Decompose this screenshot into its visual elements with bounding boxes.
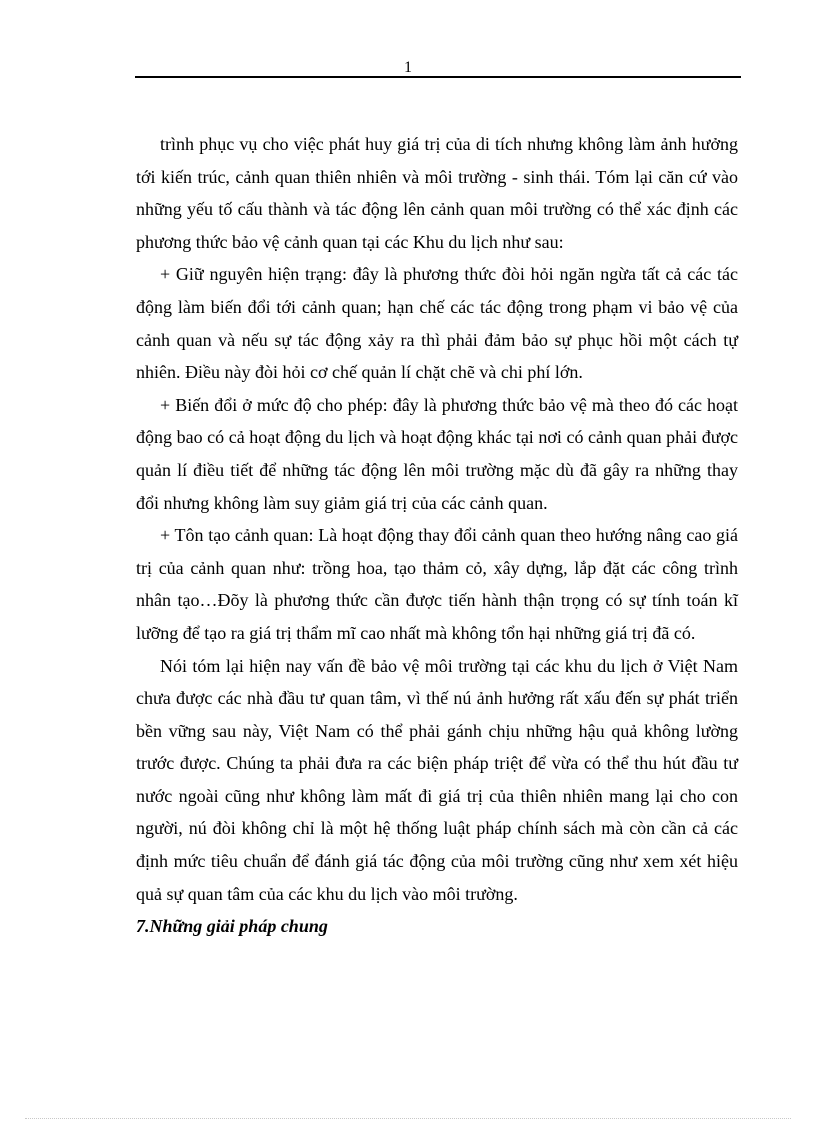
page-number: 1	[404, 59, 412, 76]
paragraph: + Tôn tạo cảnh quan: Là hoạt động thay đổi cảnh quan theo hướng nâng cao giá trị của cảnh quan như: trồng hoa, tạo thảm cỏ, xây dựng, lắp đặt các công trình nhân tạo…Đõy là phương thức cần được tiến hành thận trọng có sự tính toán kĩ lưỡng để tạo ra giá trị thẩm mĩ cao nhất mà không tổn hại những giá trị đã có.	[136, 525, 738, 643]
document-body	[136, 128, 738, 943]
paragraph: + Biến đổi ở mức độ cho phép: đây là phương thức bảo vệ mà theo đó các hoạt động bao có cả hoạt động du lịch và hoạt động khác tại nơi có cảnh quan phải được quản lí điều tiết để những tác động lên môi trường mặc dù đã gây ra những thay đổi nhưng không làm suy giảm giá trị của các cảnh quan.	[136, 394, 738, 513]
paragraph: trình phục vụ cho việc phát huy giá trị của di tích nhưng không làm ảnh hưởng tới kiến trúc, cảnh quan thiên nhiên và môi trường - sinh thái. Tóm lại căn cứ vào những yếu tố cấu thành và tác động lên cảnh quan môi trường có thể xác định các phương thức bảo vệ cảnh quan tại các Khu du lịch như sau:	[136, 134, 738, 252]
paragraph: + Giữ nguyên hiện trạng: đây là phương thức đòi hỏi ngăn ngừa tất cả các tác động làm biến đổi tới cảnh quan; hạn chế các tác động trong phạm vi bảo vệ của cảnh quan và nếu sự tác động xảy ra thì phải đảm bảo sự phục hồi một cách tự nhiên. Điều này đòi hỏi cơ chế quản lí chặt chẽ và chi phí lớn.	[136, 264, 738, 383]
header-divider	[135, 76, 741, 78]
paragraph: Nói tóm lại hiện nay vấn đề bảo vệ môi trường tại các khu du lịch ở Việt Nam chưa được các nhà đầu tư quan tâm, vì thế nú ảnh hưởng rất xấu đến sự phát triển bền vững sau này, Việt Nam có thể phải gánh chịu những hậu quả không lường trước được. Chúng ta phải đưa ra các biện pháp triệt để vừa có thể thu hút đầu tư nước ngoài cũng như không làm mất đi giá trị của thiên nhiên mang lại cho con người, nú đòi không chỉ là một hệ thống luật pháp chính sách mà còn cần cả các định mức tiêu chuẩn để đánh giá tác động của môi trường cũng như xem xét hiệu quả sự quan tâm của các khu du lịch vào môi trường.	[136, 655, 738, 904]
section-heading: 7.Những giải pháp chung	[136, 916, 328, 937]
footer-divider	[25, 1118, 791, 1119]
